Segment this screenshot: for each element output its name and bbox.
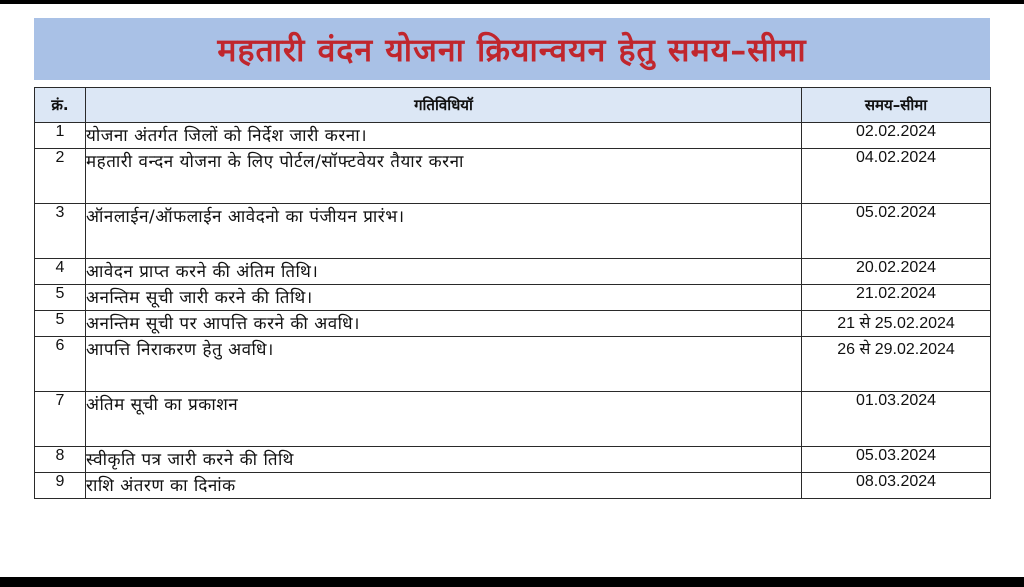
row-date: 02.02.2024: [802, 123, 991, 149]
row-date: 04.02.2024: [802, 149, 991, 204]
header-serial: क्रं.: [35, 88, 86, 123]
table-row: [35, 149, 991, 204]
row-serial: 9: [35, 473, 86, 499]
row-activity: राशि अंतरण का दिनांक: [86, 473, 802, 499]
row-serial: 6: [35, 337, 86, 392]
row-activity: योजना अंतर्गत जिलों को निर्देश जारी करना।: [86, 123, 802, 149]
table-row: [35, 259, 991, 285]
row-date: 20.02.2024: [802, 259, 991, 285]
row-serial: 3: [35, 204, 86, 259]
row-activity: ऑनलाईन/ऑफलाईन आवेदनो का पंजीयन प्रारंभ।: [86, 204, 802, 259]
header-deadline: समय–सीमा: [802, 88, 991, 123]
table-row: [35, 204, 991, 259]
row-activity: महतारी वन्दन योजना के लिए पोर्टल/सॉफ्टवेयर तैयार करना: [86, 149, 802, 204]
row-serial: 2: [35, 149, 86, 204]
row-activity: आवेदन प्राप्त करने की अंतिम तिथि।: [86, 259, 802, 285]
page-title: महतारी वंदन योजना क्रियान्वयन हेतु समय–सीमा: [217, 30, 807, 69]
table-row: [35, 392, 991, 447]
row-serial: 5: [35, 285, 86, 311]
row-serial: 8: [35, 447, 86, 473]
row-activity: स्वीकृति पत्र जारी करने की तिथि: [86, 447, 802, 473]
row-date: 01.03.2024: [802, 392, 991, 447]
row-serial: 7: [35, 392, 86, 447]
table-row: [35, 285, 991, 311]
row-date: 21.02.2024: [802, 285, 991, 311]
row-date: 21 से 25.02.2024: [802, 311, 991, 337]
row-serial: 4: [35, 259, 86, 285]
schedule-table: [34, 87, 991, 499]
header-activity: गतिविधियॉ: [86, 88, 802, 123]
row-date: 05.03.2024: [802, 447, 991, 473]
row-date: 26 से 29.02.2024: [802, 337, 991, 392]
table-row: [35, 311, 991, 337]
title-banner: [34, 18, 990, 80]
row-serial: 1: [35, 123, 86, 149]
row-activity: अंतिम सूची का प्रकाशन: [86, 392, 802, 447]
row-date: 08.03.2024: [802, 473, 991, 499]
table-row: [35, 337, 991, 392]
table-header-row: [35, 88, 991, 123]
row-activity: अनन्तिम सूची जारी करने की तिथि।: [86, 285, 802, 311]
row-activity: आपत्ति निराकरण हेतु अवधि।: [86, 337, 802, 392]
row-date: 05.02.2024: [802, 204, 991, 259]
table-row: [35, 123, 991, 149]
row-activity: अनन्तिम सूची पर आपत्ति करने की अवधि।: [86, 311, 802, 337]
table-row: [35, 473, 991, 499]
table-row: [35, 447, 991, 473]
document-page: [0, 4, 1024, 577]
row-serial: 5: [35, 311, 86, 337]
